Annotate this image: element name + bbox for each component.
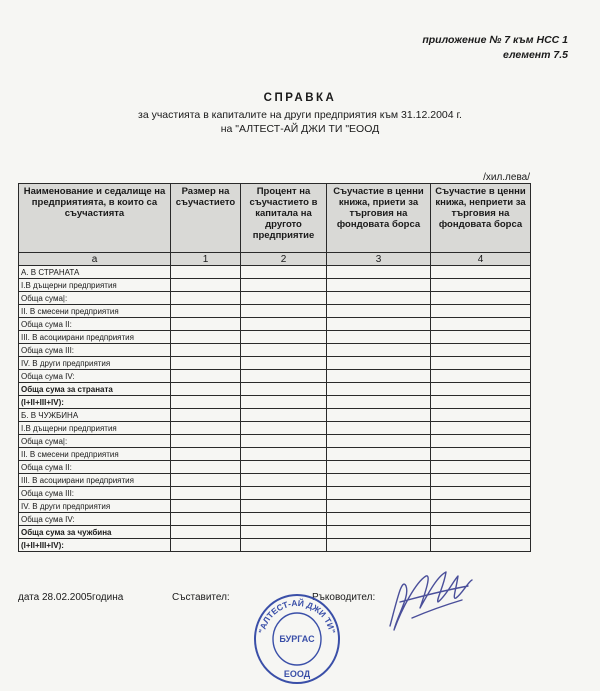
value-cell[interactable] [241,409,327,422]
value-cell[interactable] [327,383,431,396]
table-row [19,422,531,435]
table-row [19,461,531,474]
value-cell[interactable] [431,344,531,357]
table-row [19,331,531,344]
header-cell: Съучастие в ценни книжа, неприети за търговия на фондовата борса [431,184,531,253]
value-cell[interactable] [241,370,327,383]
row-label: Обща сума II: [19,318,171,331]
value-cell[interactable] [241,318,327,331]
table-row [19,318,531,331]
document-title: СПРАВКА [263,92,337,104]
value-cell[interactable] [431,474,531,487]
stamp-form: ЕООД [283,669,311,679]
value-cell[interactable] [241,344,327,357]
value-cell[interactable] [171,448,241,461]
table-row [19,396,531,409]
header-row [19,184,531,253]
value-cell[interactable] [241,539,327,552]
value-cell[interactable] [431,513,531,526]
table-row [19,266,531,279]
table-row [19,487,531,500]
value-cell[interactable] [241,487,327,500]
row-label: Обща сума III: [19,344,171,357]
value-cell[interactable] [431,539,531,552]
row-label: IV. В други предприятия [19,357,171,370]
value-cell[interactable] [171,357,241,370]
value-cell[interactable] [327,266,431,279]
row-label: III. В асоциирани предприятия [19,474,171,487]
value-cell[interactable] [171,292,241,305]
value-cell[interactable] [171,266,241,279]
value-cell[interactable] [327,539,431,552]
value-cell[interactable] [171,279,241,292]
table-row [19,383,531,396]
footer-compiler: Съставител: [172,592,230,603]
value-cell[interactable] [431,487,531,500]
row-label: Обща сума IV: [19,513,171,526]
value-cell[interactable] [327,305,431,318]
index-cell: 4 [431,253,531,266]
row-label: (I+II+III+IV): [19,539,171,552]
index-row [19,253,531,266]
annex-line-2: елемент 7.5 [503,49,568,61]
unit-label: /хил.лева/ [483,172,530,183]
value-cell[interactable] [327,370,431,383]
row-label: III. В асоциирани предприятия [19,331,171,344]
value-cell[interactable] [327,448,431,461]
subtitle-line-1: за участията в капиталите на други предприятия към 31.12.2004 г. [138,109,462,121]
value-cell[interactable] [241,500,327,513]
row-label: Обща сума за страната [19,383,171,396]
value-cell[interactable] [171,539,241,552]
header-cell: Наименование и седалище на предприятията, в които са съучастията [19,184,171,253]
annex-line-1: приложение № 7 към НСС 1 [422,34,568,46]
value-cell[interactable] [327,279,431,292]
value-cell[interactable] [171,474,241,487]
value-cell[interactable] [327,500,431,513]
value-cell[interactable] [431,422,531,435]
value-cell[interactable] [241,396,327,409]
value-cell[interactable] [431,266,531,279]
manager-signature [372,556,482,646]
row-label: Обща сума IV: [19,370,171,383]
row-label: Обща сума III: [19,487,171,500]
document-subtitle [0,108,600,136]
row-label: А. В СТРАНАТА [19,266,171,279]
value-cell[interactable] [171,422,241,435]
value-cell[interactable] [327,331,431,344]
table-row [19,500,531,513]
value-cell[interactable] [327,396,431,409]
value-cell[interactable] [171,318,241,331]
value-cell[interactable] [327,422,431,435]
value-cell[interactable] [241,422,327,435]
table-row [19,344,531,357]
table-row [19,305,531,318]
value-cell[interactable] [241,526,327,539]
value-cell[interactable] [327,344,431,357]
value-cell[interactable] [171,370,241,383]
row-label: II. В смесени предприятия [19,305,171,318]
value-cell[interactable] [171,500,241,513]
svg-text:"АЛТЕСТ-АЙ ДЖИ ТИ" [257,597,338,634]
value-cell[interactable] [431,292,531,305]
row-label: Обща сума II: [19,461,171,474]
row-label: Обща сума|: [19,292,171,305]
value-cell[interactable] [431,383,531,396]
value-cell[interactable] [241,279,327,292]
value-cell[interactable] [431,370,531,383]
value-cell[interactable] [241,448,327,461]
value-cell[interactable] [327,435,431,448]
value-cell[interactable] [327,409,431,422]
table-row [19,474,531,487]
value-cell[interactable] [431,435,531,448]
index-cell: а [19,253,171,266]
value-cell[interactable] [431,526,531,539]
row-label: Обща сума за чужбина [19,526,171,539]
value-cell[interactable] [171,435,241,448]
table-row [19,539,531,552]
annex-reference [422,33,568,63]
value-cell[interactable] [431,305,531,318]
table-row [19,409,531,422]
table-row [19,370,531,383]
subtitle-line-2: на "АЛТЕСТ-АЙ ДЖИ ТИ "ЕООД [220,123,380,135]
index-cell: 3 [327,253,431,266]
value-cell[interactable] [241,331,327,344]
stamp-ring-text: "АЛТЕСТ-АЙ ДЖИ ТИ" [256,597,338,635]
value-cell[interactable] [171,305,241,318]
index-cell: 1 [171,253,241,266]
row-label: (I+II+III+IV): [19,396,171,409]
value-cell[interactable] [431,331,531,344]
value-cell[interactable] [171,487,241,500]
value-cell[interactable] [431,318,531,331]
value-cell[interactable] [327,513,431,526]
stamp-city: БУРГАС [279,634,315,644]
value-cell[interactable] [171,396,241,409]
value-cell[interactable] [431,357,531,370]
value-cell[interactable] [241,266,327,279]
value-cell[interactable] [327,461,431,474]
value-cell[interactable] [327,292,431,305]
value-cell[interactable] [171,461,241,474]
value-cell[interactable] [241,474,327,487]
value-cell[interactable] [431,461,531,474]
participations-table [18,183,531,552]
value-cell[interactable] [431,279,531,292]
value-cell[interactable] [241,305,327,318]
value-cell[interactable] [171,526,241,539]
company-stamp [252,591,342,687]
index-cell: 2 [241,253,327,266]
table-row [19,279,531,292]
value-cell[interactable] [327,318,431,331]
header-cell: Процент на съучастието в капитала на другото предприятие [241,184,327,253]
table-row [19,448,531,461]
value-cell[interactable] [327,474,431,487]
row-label: I.В дъщерни предприятия [19,279,171,292]
value-cell[interactable] [327,526,431,539]
row-label: I.В дъщерни предприятия [19,422,171,435]
value-cell[interactable] [171,344,241,357]
value-cell[interactable] [241,461,327,474]
row-label: IV. В други предприятия [19,500,171,513]
value-cell[interactable] [431,500,531,513]
value-cell[interactable] [241,357,327,370]
value-cell[interactable] [171,513,241,526]
header-cell: Размер на съучастието [171,184,241,253]
value-cell[interactable] [431,409,531,422]
table-row [19,526,531,539]
value-cell[interactable] [431,448,531,461]
row-label: Обща сума|: [19,435,171,448]
table-row [19,435,531,448]
table-row [19,292,531,305]
value-cell[interactable] [171,409,241,422]
value-cell[interactable] [431,396,531,409]
value-cell[interactable] [327,487,431,500]
table-row [19,357,531,370]
value-cell[interactable] [171,331,241,344]
table-row [19,513,531,526]
footer-date: дата 28.02.2005година [18,592,124,603]
row-label: II. В смесени предприятия [19,448,171,461]
footer-manager: Ръководител: [312,592,376,603]
row-label: Б. В ЧУЖБИНА [19,409,171,422]
header-cell: Съучастие в ценни книжа, приети за търговия на фондовата борса [327,184,431,253]
value-cell[interactable] [241,513,327,526]
value-cell[interactable] [241,292,327,305]
value-cell[interactable] [171,383,241,396]
value-cell[interactable] [241,435,327,448]
value-cell[interactable] [327,357,431,370]
value-cell[interactable] [241,383,327,396]
